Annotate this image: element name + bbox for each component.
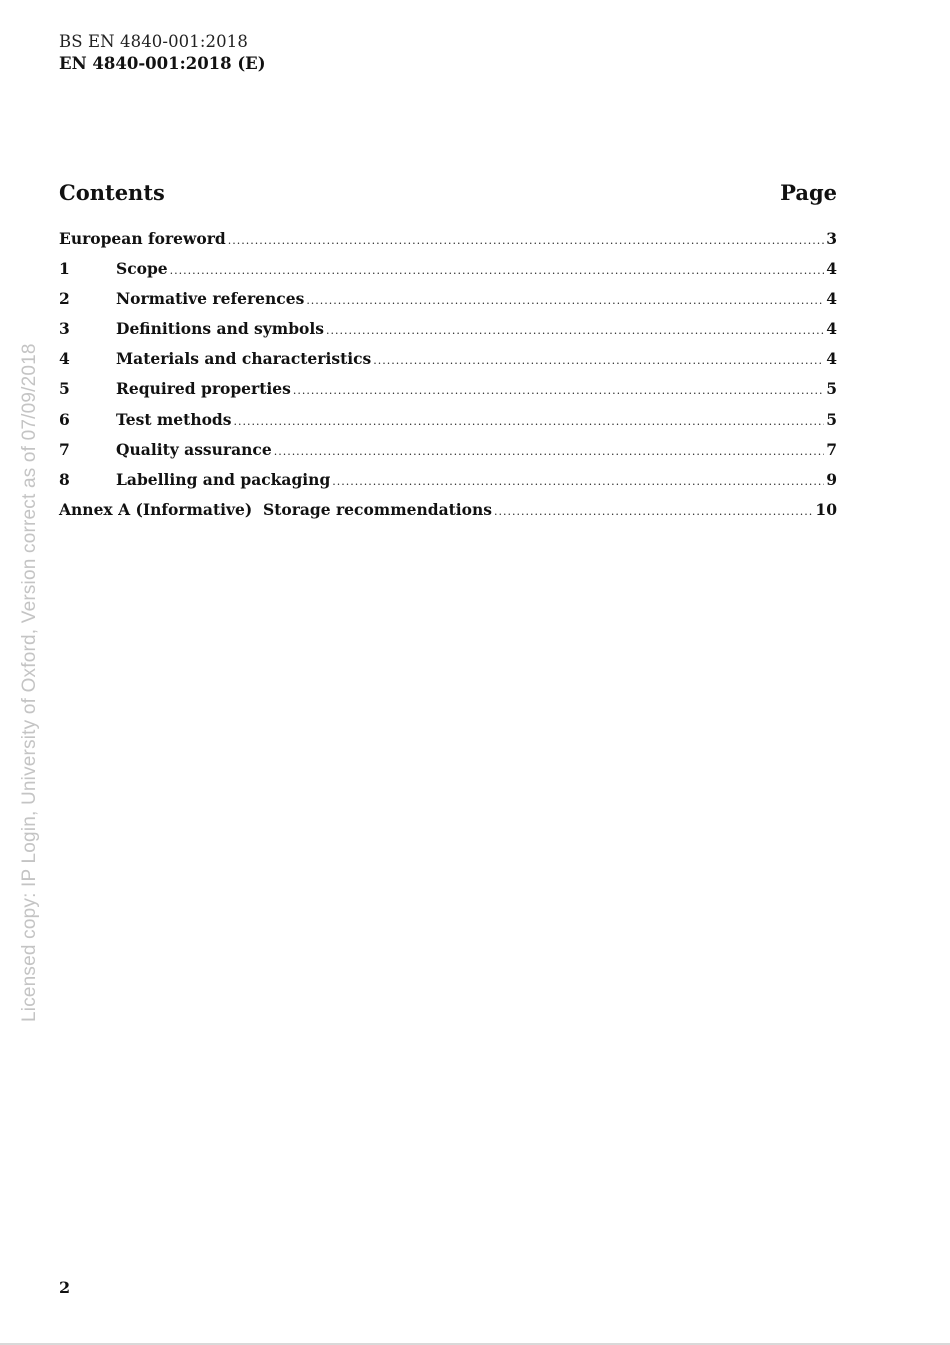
standard-designation: BS EN 4840-001:2018 <box>59 32 248 51</box>
toc-leader-dots <box>228 234 824 247</box>
toc-entry-title: Labelling and packaging <box>116 469 331 489</box>
toc-leader-dots <box>332 475 824 488</box>
document-header <box>59 31 266 75</box>
toc-entry-title: Required properties <box>116 379 291 399</box>
toc-entry-page: 10 <box>815 499 837 519</box>
toc-entry-scope[interactable] <box>59 259 837 289</box>
toc-entry-page: 7 <box>826 439 837 459</box>
toc-entry-number: 4 <box>59 349 70 369</box>
toc-entry-page: 5 <box>826 409 837 429</box>
toc-entry-page: 5 <box>826 379 837 399</box>
toc-leader-dots <box>274 445 825 458</box>
toc-entry-number: 6 <box>59 409 70 429</box>
toc-entry-foreword[interactable] <box>59 229 837 259</box>
toc-entry-labelling[interactable] <box>59 470 837 500</box>
toc-leader-dots <box>170 264 825 277</box>
toc-entry-title: Quality assurance <box>116 439 272 459</box>
toc-entry-number: 5 <box>59 379 70 399</box>
toc-entry-page: 4 <box>826 259 837 279</box>
toc-entry-normative-references[interactable] <box>59 289 837 319</box>
toc-entry-page: 4 <box>826 349 837 369</box>
toc-leader-dots <box>373 354 824 367</box>
toc-entry-title: European foreword <box>59 229 226 248</box>
toc-entry-materials[interactable] <box>59 349 837 379</box>
toc-entry-title: Test methods <box>116 409 232 429</box>
toc-entry-page: 3 <box>826 229 837 248</box>
toc-entry-number: 2 <box>59 289 70 309</box>
toc-entry-page: 4 <box>826 319 837 339</box>
toc-leader-dots <box>326 324 824 337</box>
toc-leader-dots <box>293 384 824 397</box>
standard-designation-en: EN 4840-001:2018 (E) <box>59 54 266 73</box>
license-watermark: Licensed copy: IP Login, University of Oxford, Version correct as of 07/09/2018 <box>19 343 40 1022</box>
toc-entry-quality-assurance[interactable] <box>59 440 837 470</box>
toc-entry-title: Normative references <box>116 289 305 309</box>
toc-entry-title: Scope <box>116 259 168 279</box>
toc-entry-definitions[interactable] <box>59 319 837 349</box>
toc-leader-dots <box>494 505 813 518</box>
toc-entry-test-methods[interactable] <box>59 410 837 440</box>
toc-entry-number: 8 <box>59 469 70 489</box>
contents-title: Contents <box>59 180 165 205</box>
contents-heading <box>59 180 837 205</box>
toc-entry-title: Annex A (Informative) Storage recommendations <box>59 499 492 519</box>
toc-entry-page: 9 <box>826 469 837 489</box>
toc-entry-number: 3 <box>59 319 70 339</box>
toc-entry-title: Definitions and symbols <box>116 319 324 339</box>
toc-entry-number: 7 <box>59 439 70 459</box>
toc-entry-required-properties[interactable] <box>59 379 837 409</box>
toc-leader-dots <box>306 294 824 307</box>
toc-entry-annex-a[interactable] <box>59 500 837 530</box>
toc-entry-page: 4 <box>826 289 837 309</box>
toc-leader-dots <box>234 415 825 428</box>
toc-entry-number: 1 <box>59 259 70 279</box>
page-column-label: Page <box>780 180 837 205</box>
table-of-contents <box>59 229 837 530</box>
toc-entry-title: Materials and characteristics <box>116 349 372 369</box>
page-number: 2 <box>59 1278 71 1297</box>
